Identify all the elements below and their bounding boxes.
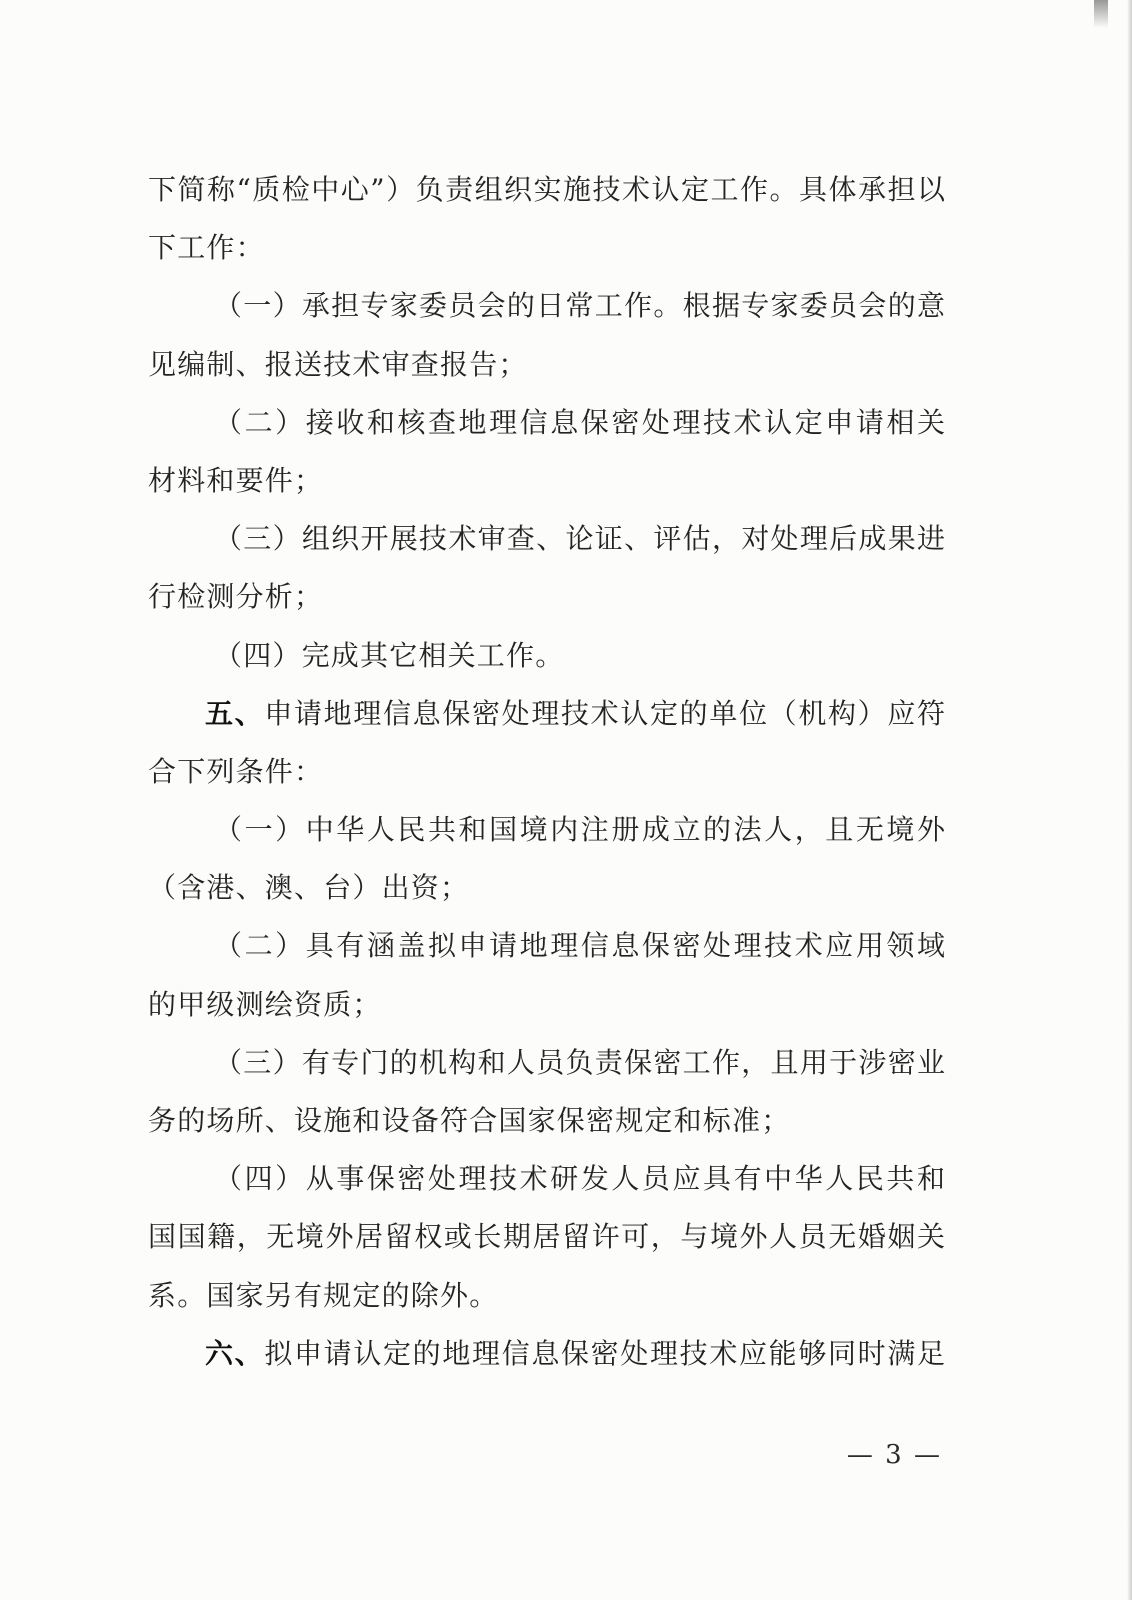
text-line: 下工作： (148, 231, 265, 265)
text-line: 务的场所、设施和设备符合国家保密规定和标准； (148, 1104, 791, 1137)
text-line: 系。国家另有规定的除外。 (148, 1278, 499, 1312)
section-heading-text: 申请地理信息保密处理技术认定的单位（机构）应符 (264, 696, 945, 730)
scan-corner-mark (1094, 0, 1108, 28)
list-item-line: （三）有专门的机构和人员负责保密工作，且用于涉密业 (214, 1045, 945, 1079)
list-item-line: （一）中华人民共和国境内注册成立的法人，且无境外 (214, 813, 945, 847)
page-number: — 3 — (846, 1440, 942, 1470)
list-item-line: （四）从事保密处理技术研发人员应具有中华人民共和 (214, 1162, 945, 1196)
list-item-line: （四）完成其它相关工作。 (214, 638, 565, 672)
body-text (148, 161, 945, 1383)
text-line: 下简称“质检中心”）负责组织实施技术认定工作。具体承担以 (148, 173, 945, 206)
section-number: 六、 (205, 1336, 265, 1370)
text-line: （含港、澳、台）出资； (148, 871, 470, 905)
list-item-line: （二）具有涵盖拟申请地理信息保密处理技术应用领域 (214, 929, 945, 963)
section-heading-line (148, 1325, 945, 1383)
list-item-line: （一）承担专家委员会的日常工作。根据专家委员会的意 (214, 289, 945, 323)
scan-edge-shadow (1127, 0, 1132, 1600)
text-line: 合下列条件： (148, 754, 324, 788)
section-heading-text: 拟申请认定的地理信息保密处理技术应能够同时满足 (264, 1336, 945, 1370)
text-line: 材料和要件； (148, 463, 324, 497)
text-line: 行检测分析； (148, 580, 324, 614)
list-item-line: （二）接收和核查地理信息保密处理技术认定申请相关 (214, 405, 945, 439)
section-number: 五、 (205, 696, 265, 730)
text-line: 的甲级测绘资质； (148, 987, 382, 1021)
section-heading-line (148, 685, 945, 743)
text-line: 国国籍，无境外居留权或长期居留许可，与境外人员无婚姻关 (148, 1220, 945, 1254)
list-item-line: （三）组织开展技术审查、论证、评估，对处理后成果进 (214, 522, 945, 556)
text-line: 见编制、报送技术审查报告； (148, 347, 528, 381)
